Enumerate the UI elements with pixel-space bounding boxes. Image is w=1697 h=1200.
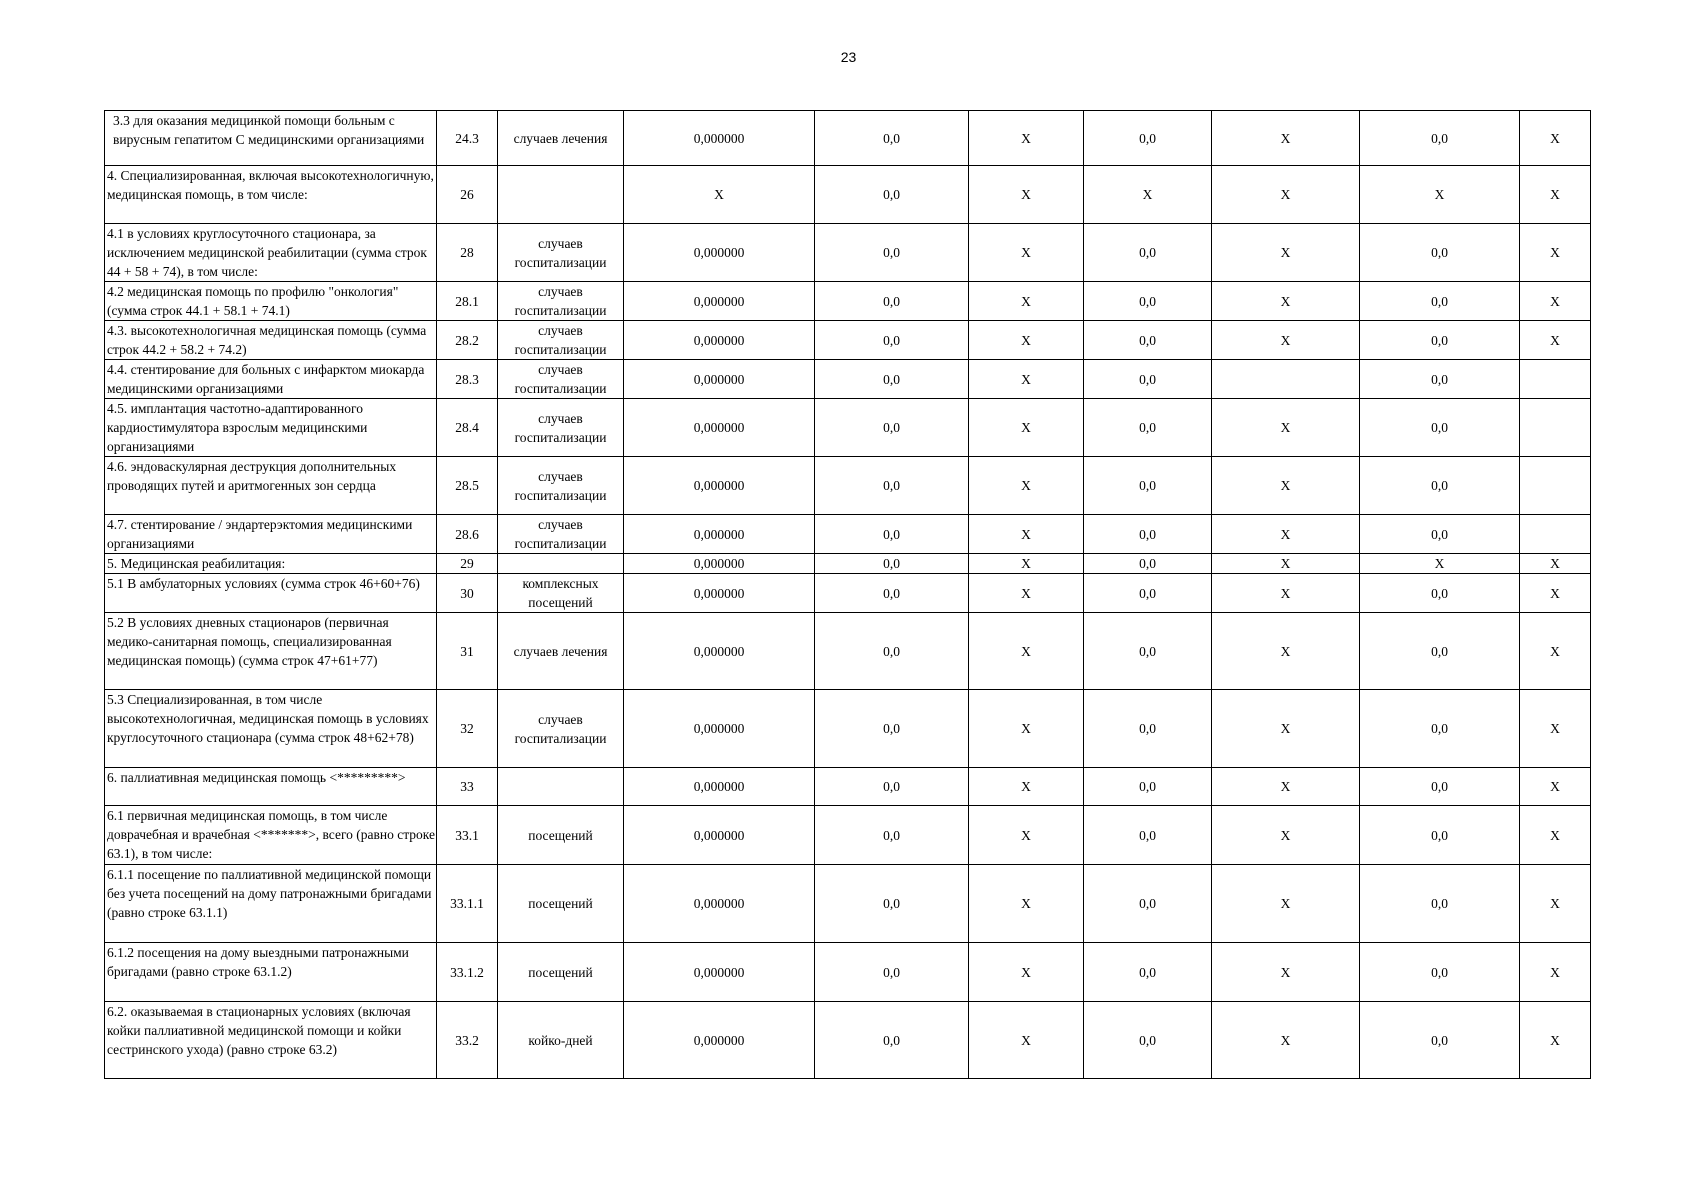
cell-norm: 0,000000: [624, 574, 815, 613]
cell-line: 28.6: [437, 515, 498, 554]
page-number: 23: [840, 49, 857, 65]
cell-c6: X: [969, 360, 1084, 399]
table-row: [105, 865, 1591, 943]
cell-norm: 0,000000: [624, 554, 815, 574]
cell-norm: 0,000000: [624, 399, 815, 457]
cell-name: 4.6. эндоваскулярная деструкция дополнительных проводящих путей и аритмогенных зон сердца: [105, 457, 437, 515]
table-row: [105, 224, 1591, 282]
cell-c9: 0,0: [1360, 399, 1520, 457]
cell-name: 6.1.2 посещения на дому выездными патронажными бригадами (равно строке 63.1.2): [105, 943, 437, 1002]
cell-c10: X: [1520, 574, 1591, 613]
cell-c9: 0,0: [1360, 943, 1520, 1002]
cell-c8: X: [1212, 806, 1360, 865]
cell-c6: X: [969, 224, 1084, 282]
cell-sum1: 0,0: [815, 360, 969, 399]
cell-unit: случаев госпитализации: [498, 360, 624, 399]
cell-name: 4. Специализированная, включая высокотехнологичную, медицинская помощь, в том числе:: [105, 166, 437, 224]
cell-c8: X: [1212, 111, 1360, 166]
cell-c10: [1520, 457, 1591, 515]
table-row: [105, 399, 1591, 457]
cell-unit: случаев госпитализации: [498, 399, 624, 457]
cell-unit: случаев госпитализации: [498, 515, 624, 554]
cell-c9: 0,0: [1360, 321, 1520, 360]
cell-sum1: 0,0: [815, 768, 969, 806]
table-row: [105, 554, 1591, 574]
cell-c10: X: [1520, 166, 1591, 224]
cell-norm: 0,000000: [624, 690, 815, 768]
cell-c8: X: [1212, 282, 1360, 321]
cell-sum1: 0,0: [815, 224, 969, 282]
cell-name: 4.4. стентирование для больных с инфарктом миокарда медицинскими организациями: [105, 360, 437, 399]
cell-sum1: 0,0: [815, 865, 969, 943]
cell-c7: 0,0: [1084, 282, 1212, 321]
cell-c6: X: [969, 457, 1084, 515]
cell-c9: 0,0: [1360, 282, 1520, 321]
cell-sum1: 0,0: [815, 690, 969, 768]
cell-line: 28.3: [437, 360, 498, 399]
table-row: [105, 806, 1591, 865]
cell-name: 6.2. оказываемая в стационарных условиях (включая койки паллиативной медицинской помощи и койки сестринского ухода) (равно строке 63.2): [105, 1002, 437, 1079]
cell-c10: [1520, 399, 1591, 457]
cell-c8: X: [1212, 515, 1360, 554]
cell-c7: 0,0: [1084, 690, 1212, 768]
cell-sum1: 0,0: [815, 457, 969, 515]
cell-norm: 0,000000: [624, 360, 815, 399]
cell-norm: 0,000000: [624, 111, 815, 166]
table-row: [105, 111, 1591, 166]
cell-norm: 0,000000: [624, 613, 815, 690]
cell-name: 4.7. стентирование / эндартерэктомия медицинскими организациями: [105, 515, 437, 554]
cell-c9: 0,0: [1360, 768, 1520, 806]
cell-unit: комплексных посещений: [498, 574, 624, 613]
cell-c10: X: [1520, 613, 1591, 690]
cell-c9: X: [1360, 166, 1520, 224]
cell-c8: X: [1212, 224, 1360, 282]
cell-line: 29: [437, 554, 498, 574]
cell-name: 4.3. высокотехнологичная медицинская помощь (сумма строк 44.2 + 58.2 + 74.2): [105, 321, 437, 360]
cell-c8: X: [1212, 166, 1360, 224]
cell-c10: X: [1520, 690, 1591, 768]
cell-sum1: 0,0: [815, 321, 969, 360]
cell-line: 28: [437, 224, 498, 282]
cell-c7: 0,0: [1084, 768, 1212, 806]
cell-c6: X: [969, 613, 1084, 690]
cell-c9: 0,0: [1360, 515, 1520, 554]
cell-line: 24.3: [437, 111, 498, 166]
cell-unit: случаев лечения: [498, 111, 624, 166]
cell-c8: X: [1212, 399, 1360, 457]
cell-c7: 0,0: [1084, 613, 1212, 690]
cell-name: 5.3 Специализированная, в том числе высокотехнологичная, медицинская помощь в условиях круглосуточного стационара (сумма строк 48+62+78): [105, 690, 437, 768]
cell-c8: X: [1212, 865, 1360, 943]
cell-c9: 0,0: [1360, 806, 1520, 865]
cell-c10: X: [1520, 111, 1591, 166]
cell-unit: [498, 554, 624, 574]
table-row: [105, 613, 1591, 690]
table-row: [105, 457, 1591, 515]
cell-c10: [1520, 515, 1591, 554]
cell-c8: [1212, 360, 1360, 399]
cell-c9: 0,0: [1360, 574, 1520, 613]
cell-norm: 0,000000: [624, 865, 815, 943]
table-row: [105, 574, 1591, 613]
cell-line: 33.1: [437, 806, 498, 865]
table-row: [105, 166, 1591, 224]
cell-unit: случаев госпитализации: [498, 457, 624, 515]
cell-name: 4.5. имплантация частотно-адаптированного кардиостимулятора взрослым медицинскими организациями: [105, 399, 437, 457]
cell-name: 3.3 для оказания медицинкой помощи больным с вирусным гепатитом С медицинскими организациями: [105, 111, 437, 166]
cell-c10: X: [1520, 321, 1591, 360]
cell-norm: 0,000000: [624, 1002, 815, 1079]
cell-unit: случаев госпитализации: [498, 282, 624, 321]
cell-c8: X: [1212, 943, 1360, 1002]
cell-line: 28.4: [437, 399, 498, 457]
cell-norm: 0,000000: [624, 768, 815, 806]
table-row: [105, 768, 1591, 806]
cell-c8: X: [1212, 690, 1360, 768]
cell-name: 5. Медицинская реабилитация:: [105, 554, 437, 574]
cell-c9: 0,0: [1360, 360, 1520, 399]
cell-sum1: 0,0: [815, 613, 969, 690]
cell-c10: X: [1520, 768, 1591, 806]
cell-c6: X: [969, 554, 1084, 574]
cell-c10: X: [1520, 554, 1591, 574]
cell-c6: X: [969, 1002, 1084, 1079]
cell-name: 5.1 В амбулаторных условиях (сумма строк 46+60+76): [105, 574, 437, 613]
cell-c8: X: [1212, 457, 1360, 515]
cell-c7: 0,0: [1084, 399, 1212, 457]
cell-sum1: 0,0: [815, 806, 969, 865]
cell-c6: X: [969, 282, 1084, 321]
cell-c9: X: [1360, 554, 1520, 574]
cell-norm: 0,000000: [624, 943, 815, 1002]
cell-c6: X: [969, 321, 1084, 360]
cell-c6: X: [969, 574, 1084, 613]
cell-name: 6.1 первичная медицинская помощь, в том числе доврачебная и врачебная <*******>, всего (равно строке 63.1), в том числе:: [105, 806, 437, 865]
cell-c7: 0,0: [1084, 943, 1212, 1002]
cell-c6: X: [969, 943, 1084, 1002]
cell-norm: 0,000000: [624, 224, 815, 282]
cell-c8: X: [1212, 768, 1360, 806]
cell-c10: [1520, 360, 1591, 399]
cell-sum1: 0,0: [815, 111, 969, 166]
table-row: [105, 1002, 1591, 1079]
cell-line: 33.1.2: [437, 943, 498, 1002]
table-row: [105, 515, 1591, 554]
cell-c7: 0,0: [1084, 554, 1212, 574]
cell-c7: X: [1084, 166, 1212, 224]
cell-c6: X: [969, 166, 1084, 224]
cell-name: 6. паллиативная медицинская помощь <*********>: [105, 768, 437, 806]
cell-c6: X: [969, 768, 1084, 806]
cell-c6: X: [969, 690, 1084, 768]
cell-unit: посещений: [498, 943, 624, 1002]
table-row: [105, 690, 1591, 768]
cell-norm: 0,000000: [624, 282, 815, 321]
cell-line: 33: [437, 768, 498, 806]
cell-c7: 0,0: [1084, 806, 1212, 865]
cell-c10: X: [1520, 806, 1591, 865]
cell-c7: 0,0: [1084, 111, 1212, 166]
cell-c6: X: [969, 399, 1084, 457]
table-row: [105, 321, 1591, 360]
cell-line: 26: [437, 166, 498, 224]
cell-c8: X: [1212, 613, 1360, 690]
cell-name: 6.1.1 посещение по паллиативной медицинской помощи без учета посещений на дому патронажными бригадами (равно строке 63.1.1): [105, 865, 437, 943]
cell-line: 28.5: [437, 457, 498, 515]
cell-line: 33.1.1: [437, 865, 498, 943]
cell-c9: 0,0: [1360, 224, 1520, 282]
cell-c9: 0,0: [1360, 111, 1520, 166]
cell-sum1: 0,0: [815, 282, 969, 321]
cell-unit: [498, 166, 624, 224]
cell-unit: случаев госпитализации: [498, 690, 624, 768]
cell-norm: 0,000000: [624, 457, 815, 515]
cell-sum1: 0,0: [815, 574, 969, 613]
cell-c7: 0,0: [1084, 321, 1212, 360]
cell-c10: X: [1520, 282, 1591, 321]
cell-sum1: 0,0: [815, 166, 969, 224]
cell-c6: X: [969, 865, 1084, 943]
cell-c8: X: [1212, 1002, 1360, 1079]
cell-c9: 0,0: [1360, 690, 1520, 768]
cell-norm: 0,000000: [624, 515, 815, 554]
cell-line: 30: [437, 574, 498, 613]
cell-name: 4.1 в условиях круглосуточного стационара, за исключением медицинской реабилитации (сумма строк 44 + 58 + 74), в том числе:: [105, 224, 437, 282]
cell-c7: 0,0: [1084, 515, 1212, 554]
cell-line: 33.2: [437, 1002, 498, 1079]
cell-name: 5.2 В условиях дневных стационаров (первичная медико-санитарная помощь, специализированная медицинская помощь) (сумма строк 47+61+77): [105, 613, 437, 690]
cell-unit: случаев госпитализации: [498, 321, 624, 360]
cell-line: 31: [437, 613, 498, 690]
cell-sum1: 0,0: [815, 554, 969, 574]
cell-c7: 0,0: [1084, 865, 1212, 943]
cell-c9: 0,0: [1360, 613, 1520, 690]
cell-c7: 0,0: [1084, 574, 1212, 613]
cell-unit: случаев госпитализации: [498, 224, 624, 282]
cell-norm: X: [624, 166, 815, 224]
cell-c10: X: [1520, 1002, 1591, 1079]
cell-sum1: 0,0: [815, 515, 969, 554]
cell-c8: X: [1212, 554, 1360, 574]
table-row: [105, 943, 1591, 1002]
table-row: [105, 360, 1591, 399]
cell-c7: 0,0: [1084, 360, 1212, 399]
cell-c10: X: [1520, 224, 1591, 282]
cell-unit: посещений: [498, 806, 624, 865]
cell-c7: 0,0: [1084, 1002, 1212, 1079]
cell-unit: посещений: [498, 865, 624, 943]
cell-norm: 0,000000: [624, 321, 815, 360]
cell-c6: X: [969, 806, 1084, 865]
cell-unit: койко-дней: [498, 1002, 624, 1079]
cell-c6: X: [969, 111, 1084, 166]
cell-sum1: 0,0: [815, 399, 969, 457]
cell-line: 28.1: [437, 282, 498, 321]
cell-line: 32: [437, 690, 498, 768]
cell-name: 4.2 медицинская помощь по профилю "онкология" (сумма строк 44.1 + 58.1 + 74.1): [105, 282, 437, 321]
cell-sum1: 0,0: [815, 943, 969, 1002]
cell-sum1: 0,0: [815, 1002, 969, 1079]
cell-c10: X: [1520, 865, 1591, 943]
cell-c6: X: [969, 515, 1084, 554]
cell-unit: [498, 768, 624, 806]
cell-c7: 0,0: [1084, 224, 1212, 282]
cell-c9: 0,0: [1360, 865, 1520, 943]
cell-c9: 0,0: [1360, 1002, 1520, 1079]
cell-c10: X: [1520, 943, 1591, 1002]
table-row: [105, 282, 1591, 321]
cell-c7: 0,0: [1084, 457, 1212, 515]
cell-c8: X: [1212, 321, 1360, 360]
cell-unit: случаев лечения: [498, 613, 624, 690]
cell-line: 28.2: [437, 321, 498, 360]
data-table: [104, 110, 1591, 1079]
cell-c9: 0,0: [1360, 457, 1520, 515]
cell-norm: 0,000000: [624, 806, 815, 865]
cell-c8: X: [1212, 574, 1360, 613]
